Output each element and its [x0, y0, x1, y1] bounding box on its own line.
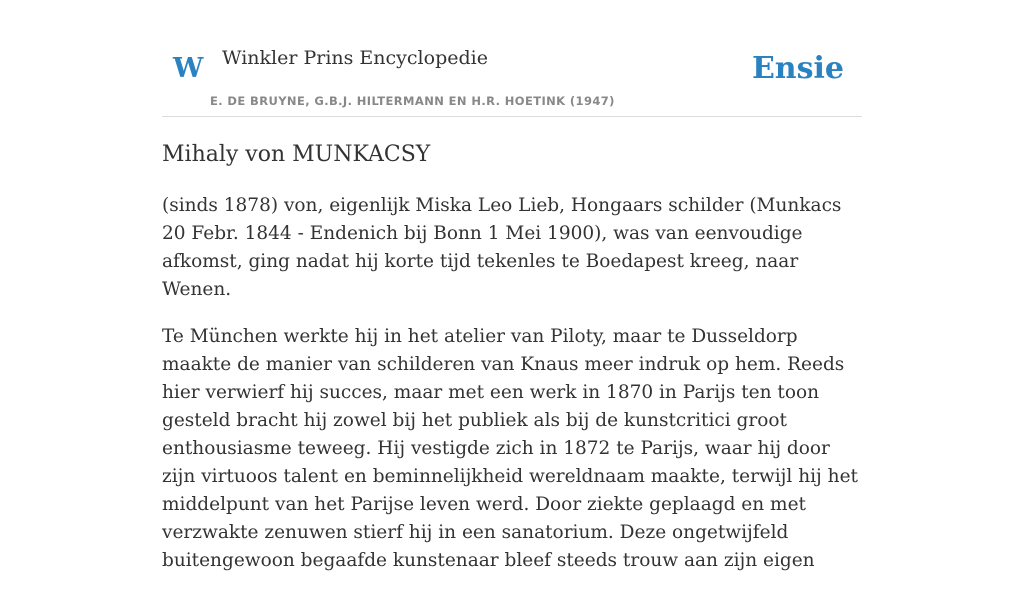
- article-title: Mihaly von MUNKACSY: [162, 142, 431, 167]
- ensie-logo-link[interactable]: Ensie: [751, 51, 844, 86]
- publication-logo-icon[interactable]: W: [173, 53, 204, 84]
- article-paragraph: Te München werkte hij in het atelier van Piloty, maar te Dusseldorp maakte de manier van schilderen van Knaus meer indruk op hem. Reeds hier verwierf hij succes, maar met een werk in 1870 in Parijs ten toon gesteld bracht hij zowel bij het publiek als bij de kunstcritici groot enthousiasme teweeg. Hij vestigde zich in 1872 te Parijs, waar hij door zijn virtuoos talent en beminnelijkheid wereldnaam maakte, terwijl hij het middelpunt van het Parijse leven werd. Door ziekte geplaagd en met verzwakte zenuwen stierf hij in een sanatorium. Deze ongetwijfeld buitengewoon begaafde kunstenaar bleef steeds trouw aan zijn eigen: [162, 326, 858, 571]
- article-paragraph: (sinds 1878) von, eigenlijk Miska Leo Lieb, Hongaars schilder (Munkacs 20 Febr. 1844 - Endenich bij Bonn 1 Mei 1900), was van eenvoudige afkomst, ging nadat hij korte tijd tekenles te Boedapest kreeg, naar Wenen.: [162, 195, 842, 300]
- site-header: [162, 0, 862, 117]
- article-body: [162, 192, 862, 594]
- publication-title[interactable]: Winkler Prins Encyclopedie: [222, 47, 488, 69]
- publication-authors: E. DE BRUYNE, G.B.J. HILTERMANN EN H.R. HOETINK (1947): [210, 94, 615, 108]
